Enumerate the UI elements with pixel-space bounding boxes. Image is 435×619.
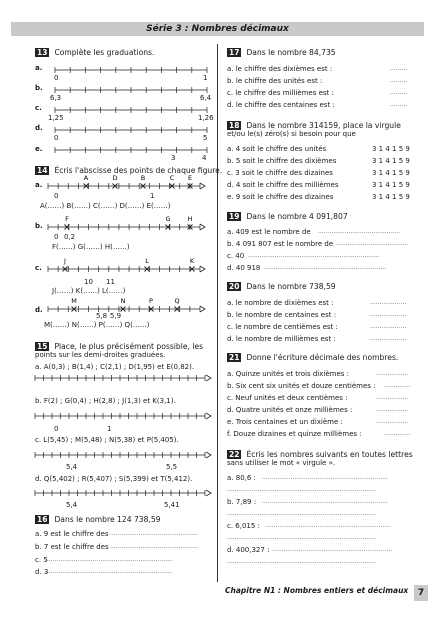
ex14-b-point-label: F [65,215,69,223]
ex18-item-e: e. 9 soit le chiffre des dizaines [227,193,334,201]
ex14-b-point-label: G [165,215,171,223]
ex19-item-b: b. 4 091 807 est le nombre de [227,240,334,248]
ex20-item-b: b. le nombre de centaines est : [227,311,337,319]
answer-dots: .............................................. [110,530,198,537]
exercise-17-title [227,48,336,57]
ex13-number-lines [0,0,217,619]
answer-dots: .............................................................................. [227,510,376,517]
ex13-d-label: d. [35,124,43,132]
ex21-item-d: d. Quatre unités et onze millièmes : [227,406,353,414]
ex15-c-t0: 5,4 [66,463,78,471]
ex13-a-label: a. [35,64,43,72]
answer-dots: ........................................... [318,228,401,235]
exercise-number: 19 [229,212,240,221]
ex15-b-text: b. F(2) ; G(0,4) ; H(2,8) ; J(1,3) et K(3,1). [35,397,176,405]
ex15-d-t1: 5,41 [164,501,180,509]
ex21-item-b: b. Six cent six unités et douze centièmes : [227,382,376,390]
ex14-d-point-label: Q [174,297,180,305]
answer-dots: ......... [390,101,408,108]
ex14-b-t0: 0 [54,233,59,241]
ex16-item-a: a. 9 est le chiffre des [35,530,109,538]
ex20-item-c: c. le nombre de centièmes est : [227,323,338,331]
answer-dots: .............................................................................. [227,558,376,565]
answer-dots: ......... [390,77,408,84]
ex14-d-t0: 5,8 [96,312,108,320]
answer-dots: ................... [370,335,407,342]
answer-dots: ......... [390,89,408,96]
ex14-c-point-label: L [145,257,149,265]
ex18-digits-c: 3 1 4 1 5 9 [372,169,410,177]
ex21-item-e: e. Trois centaines et un dixième : [227,418,343,426]
ex18-digits-e: 3 1 4 1 5 9 [372,193,410,201]
ex21-item-c: c. Neuf unités et deux centièmes : [227,394,348,402]
ex14-c-answers: J(……) K(……) L(……) [52,287,126,295]
ex22-item-a: a. 80,6 : [227,474,256,482]
ex20-item-a: a. le nombre de dixièmes est : [227,299,334,307]
ex18-item-c: c. 3 soit le chiffre des dizaines [227,169,333,177]
ex14-c-point-label: K [189,257,195,265]
ex14-d-t1: 5,9 [110,312,122,320]
ex13-d-left: 0 [54,134,59,142]
ex17-item-b: b. le chiffre des unités est : [227,77,323,85]
ex15-b-t0: 0 [54,425,59,433]
ex14-a-answers: A(……) B(……) C(……) D(……) E(……) [40,202,171,210]
ex14-c-t1: 11 [106,278,115,286]
ex14-b-point-label: H [187,215,193,223]
ex14-a-point-label: B [140,174,146,182]
page-number: 7 [414,585,428,601]
exercise-text: Écris les nombres suivants en toutes lettres [246,450,413,459]
ex13-e-right: 4 [202,154,207,162]
ex14-d-point-label: P [149,297,153,305]
ex13-a-left: 0 [54,74,59,82]
exercise-20-title [227,282,336,291]
ex14-b-t1: 0,2 [64,233,76,241]
exercise-15-title-line2: points sur les demi-droites graduées. [35,351,166,359]
exercise-text: Écris l'abscisse des points de chaque figure. [54,166,223,175]
exercise-18-title [227,121,401,130]
exercise-text: Dans le nombre 4 091,807 [246,212,348,221]
exercise-18-title-line2: et/ou le(s) zéro(s) si besoin pour que [227,130,356,138]
answer-dots: .............................................................................. [227,486,376,493]
ex14-b-label: b. [35,222,43,230]
answer-dots: .................................................................. [262,474,388,481]
ex13-b-left: 6,3 [50,94,62,102]
ex14-c-t0: 10 [84,278,93,286]
exercise-text: Dans le nombre 738,59 [246,282,336,291]
ex21-item-f: f. Douze dizaines et quinze millièmes : [227,430,362,438]
exercise-number: 14 [37,166,48,175]
answer-dots: ................................................................ [264,264,387,271]
ex13-c-right: 1,26 [198,114,214,122]
answer-dots: ................................................................... [45,568,173,575]
ex19-item-c: c. 40 [227,252,245,260]
exercise-number: 22 [229,450,240,459]
answer-dots: ................. [376,406,409,413]
answer-dots: ................. [376,394,409,401]
exercise-text: Complète les graduations. [54,48,155,57]
answer-dots: ................................................................... [45,556,173,563]
ex18-digits-a: 3 1 4 1 5 9 [372,145,410,153]
ex13-e-left: 3 [171,154,176,162]
ex15-b-t1: 1 [107,425,112,433]
exercise-22-title [227,450,413,459]
ex14-a-point-label: E [187,174,193,182]
ex13-b-right: 6,4 [200,94,212,102]
exercise-19-title [227,212,348,221]
answer-dots: ................... [370,311,407,318]
ex14-a-label: a. [35,181,43,189]
answer-dots: ................................................................. [266,522,390,529]
ex22-item-d: d. 400,327 : [227,546,270,554]
ex15-a-text: a. A(0,3) ; B(1,4) ; C(2,1) ; D(1,95) et E(0,82). [35,363,195,371]
ex14-d-point-label: N [120,297,126,305]
exercise-15-title [35,342,203,351]
ex13-d-right: 5 [203,134,208,142]
answer-dots: .............. [384,430,411,437]
ex14-d-answers: M(……) N(……) P(……) Q(……) [44,321,150,329]
ex16-item-d: d. 3 [35,568,49,576]
answer-dots: .............................................. [110,543,198,550]
ex18-item-b: b. 5 soit le chiffre des dixièmes [227,157,337,165]
answer-dots: ................... [370,323,407,330]
exercise-number: 16 [37,515,48,524]
ex16-item-c: c. 5 [35,556,48,564]
ex14-d-label: d. [35,306,43,314]
column-divider [217,44,218,582]
ex14-b-answers: F(……) G(……) H(……) [52,243,130,251]
exercise-number: 17 [229,48,240,57]
ex15-c-t1: 5,5 [166,463,178,471]
answer-dots: .............................................................................. [227,534,376,541]
ex14-a-point-label: D [112,174,118,182]
ex17-item-c: c. le chiffre des millièmes est : [227,89,334,97]
exercise-number: 20 [229,282,240,291]
ex15-d-text: d. Q(5,402) ; R(5,407) ; S(5,399) et T(5,412). [35,475,193,483]
exercise-number: 15 [37,342,48,351]
ex13-c-label: c. [35,104,42,112]
ex17-item-a: a. le chiffre des dixièmes est : [227,65,333,73]
ex17-item-d: d. le chiffre des centaines est : [227,101,335,109]
exercise-22-title-line2: sans utiliser le mot « virgule ». [227,459,336,467]
answer-dots: ................. [376,370,409,377]
exercise-21-title [227,353,398,362]
ex18-item-a: a. 4 soit le chiffre des unités [227,145,327,153]
ex13-c-left: 1,25 [48,114,64,122]
exercise-text: Dans le nombre 314159, place la virgule [246,121,401,130]
ex15-d-t0: 5,4 [66,501,78,509]
exercise-text: Place, le plus précisément possible, les [54,342,204,351]
exercise-number: 21 [229,353,240,362]
ex22-item-b: b. 7,89 : [227,498,257,506]
answer-dots: ................... [370,299,407,306]
ex14-a-point-label: A [83,174,89,182]
ex14-a-t1: 1 [150,192,155,200]
ex13-b-label: b. [35,84,43,92]
ex13-a-right: 1 [203,74,208,82]
answer-dots: ......... [390,65,408,72]
ex14-c-label: c. [35,264,42,272]
answer-dots: .............. [384,382,411,389]
exercise-number: 13 [37,48,48,57]
ex15-c-text: c. L(5,45) ; M(5,48) ; N(5,38) et P(5,405). [35,436,179,444]
ex14-c-point-label: J [64,257,66,265]
ex18-digits-d: 3 1 4 1 5 9 [372,181,410,189]
ex19-item-d: d. 40 918 [227,264,261,272]
exercise-14-title [35,166,222,175]
ex22-item-c: c. 6,015 : [227,522,260,530]
answer-dots: ..................................................................... [248,252,380,259]
answer-dots: .................................................................. [262,498,388,505]
answer-dots: ...................................... [336,240,409,247]
ex20-item-d: d. le nombre de millièmes est : [227,335,336,343]
ex21-item-a: a. Quinze unités et trois dixièmes : [227,370,349,378]
ex18-item-d: d. 4 soit le chiffre des millièmes [227,181,339,189]
ex13-e-label: e. [35,145,43,153]
ex14-d-point-label: M [71,297,77,305]
answer-dots: ................. [376,418,409,425]
ex14-a-point-label: C [169,174,175,182]
chapter-footer: Chapitre N1 : Nombres entiers et décimaux [225,586,409,595]
series-title: Série 3 : Nombres décimaux [146,24,289,34]
exercise-text: Dans le nombre 124 738,59 [54,515,161,524]
answer-dots: ............................................................... [272,546,393,553]
ex19-item-a: a. 409 est le nombre de [227,228,311,236]
ex14-a-t0: 0 [54,192,59,200]
ex16-item-b: b. 7 est le chiffre des [35,543,109,551]
ex18-digits-b: 3 1 4 1 5 9 [372,157,410,165]
exercise-number: 18 [229,121,240,130]
exercise-text: Dans le nombre 84,735 [246,48,336,57]
exercise-16-title [35,515,161,524]
exercise-text: Donne l'écriture décimale des nombres. [246,353,399,362]
